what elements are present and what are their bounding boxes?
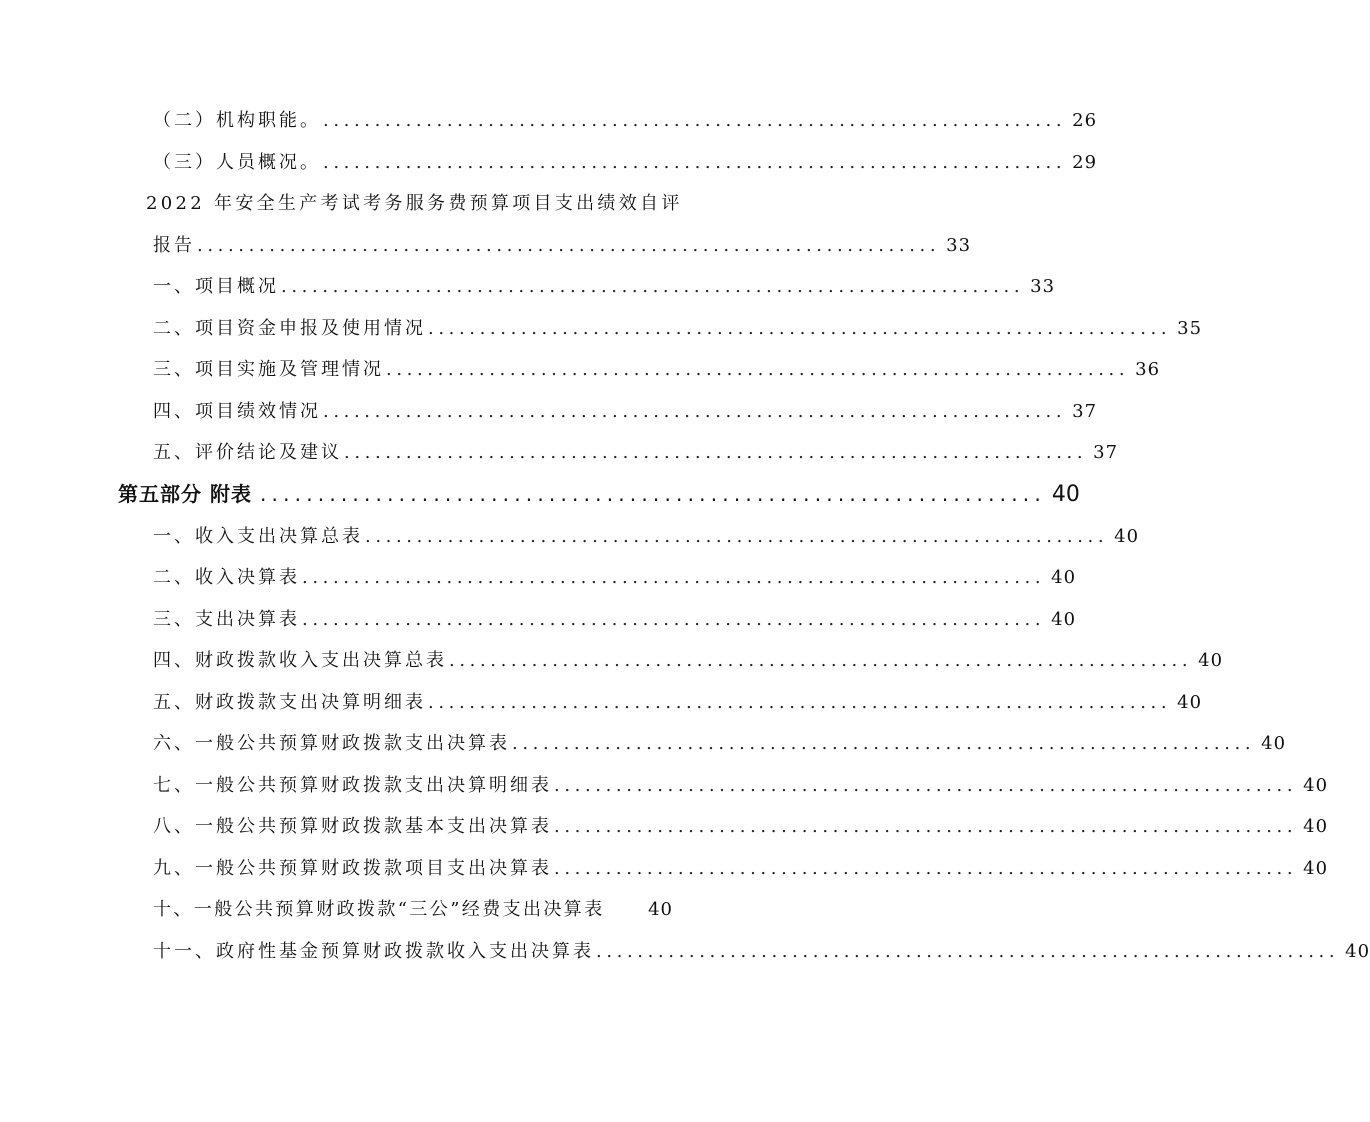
- toc-page-number: 40: [1303, 858, 1329, 879]
- toc-page-number: 37: [1072, 401, 1098, 422]
- dot-leader: ........................................................................: [302, 609, 1046, 630]
- toc-entry-report[interactable]: [153, 231, 972, 257]
- toc-entry-appendix[interactable]: [153, 937, 1370, 963]
- dot-leader: ........................................................................: [386, 359, 1130, 380]
- toc-entry-appendix[interactable]: [153, 895, 673, 921]
- toc-entry-label: 三、项目实施及管理情况: [153, 359, 384, 380]
- toc-entry-report-item[interactable]: [153, 397, 1098, 423]
- toc-page-number: 40: [1345, 941, 1370, 962]
- toc-entry-label: （三）人员概况。: [153, 152, 321, 173]
- dot-leader: ........................................................................: [554, 816, 1298, 837]
- toc-entry-appendix[interactable]: [153, 771, 1329, 797]
- toc-page-number: 35: [1177, 318, 1203, 339]
- dot-leader: ........................................................................: [197, 235, 941, 256]
- toc-entry-staff[interactable]: [153, 148, 1098, 174]
- toc-page-number: 26: [1072, 110, 1098, 131]
- toc-entry-label: 四、项目绩效情况: [153, 401, 321, 422]
- report-title-line1[interactable]: 2022 年安全生产考试考务服务费预算项目支出绩效自评: [146, 193, 683, 214]
- toc-entry-appendix[interactable]: [153, 854, 1329, 880]
- toc-entry-part5[interactable]: [118, 478, 1080, 507]
- toc-page-number: 33: [946, 235, 972, 256]
- toc-entry-appendix[interactable]: [153, 522, 1140, 548]
- dot-leader: ........................................................................: [302, 567, 1046, 588]
- toc-entry-label: 十、一般公共预算财政拨款“三公”经费支出决算表: [153, 899, 605, 920]
- toc-entry-appendix[interactable]: [153, 605, 1077, 631]
- toc-entry-label: 七、一般公共预算财政拨款支出决算明细表: [153, 775, 552, 796]
- toc-page-number: 36: [1135, 359, 1161, 380]
- toc-page-number: 40: [1051, 567, 1077, 588]
- toc-entry-appendix[interactable]: [153, 729, 1287, 755]
- dot-leader: ........................................................................: [365, 526, 1109, 547]
- toc-entry-label: 三、支出决算表: [153, 609, 300, 630]
- toc-entry-label: 一、项目概况: [153, 276, 279, 297]
- toc-entry-report-item[interactable]: [153, 438, 1119, 464]
- toc-entry-label: 五、评价结论及建议: [153, 442, 342, 463]
- toc-entry-appendix[interactable]: [153, 812, 1329, 838]
- toc-page-number: 37: [1093, 442, 1119, 463]
- toc-entry-label: 十一、政府性基金预算财政拨款收入支出决算表: [153, 941, 594, 962]
- toc-page-number: 40: [1261, 733, 1287, 754]
- toc-entry-report-item[interactable]: [153, 355, 1161, 381]
- toc-entry-label: 报告: [153, 235, 195, 256]
- toc-entry-appendix[interactable]: [153, 688, 1203, 714]
- toc-entry-label: 一、收入支出决算总表: [153, 526, 363, 547]
- dot-leader: ........................................................................: [596, 941, 1340, 962]
- toc-section-label: 第五部分 附表: [118, 482, 252, 506]
- toc-entry-label: 五、财政拨款支出决算明细表: [153, 692, 426, 713]
- toc-page-number: 40: [1177, 692, 1203, 713]
- dot-leader: ........................................................................: [323, 110, 1067, 131]
- toc-page-number: 40: [1303, 816, 1329, 837]
- toc-page-number: 33: [1030, 276, 1056, 297]
- dot-leader: ........................................................................: [323, 152, 1067, 173]
- dot-leader: ........................................................................: [554, 858, 1298, 879]
- toc-entry-label: 二、收入决算表: [153, 567, 300, 588]
- toc-entry-label: （二）机构职能。: [153, 110, 321, 131]
- toc-entry-label: 八、一般公共预算财政拨款基本支出决算表: [153, 816, 552, 837]
- toc-entry-label: 六、一般公共预算财政拨款支出决算表: [153, 733, 510, 754]
- dot-leader: ....................................................................: [259, 482, 1046, 506]
- dot-leader: ........................................................................: [323, 401, 1067, 422]
- toc-entry-label: 九、一般公共预算财政拨款项目支出决算表: [153, 858, 552, 879]
- toc-page-number: 40: [1051, 609, 1077, 630]
- dot-leader: ........................................................................: [281, 276, 1025, 297]
- toc-entry-report-item[interactable]: [153, 272, 1056, 298]
- dot-leader: ........................................................................: [428, 692, 1172, 713]
- dot-leader: ........................................................................: [428, 318, 1172, 339]
- toc-page-number: 40: [1198, 650, 1224, 671]
- toc-entry-appendix[interactable]: [153, 563, 1077, 589]
- dot-leader: ........................................................................: [449, 650, 1193, 671]
- toc-page-number: 29: [1072, 152, 1098, 173]
- toc-page-number: 40: [1303, 775, 1329, 796]
- toc-entry-label: 二、项目资金申报及使用情况: [153, 318, 426, 339]
- toc-entry-appendix[interactable]: [153, 646, 1224, 672]
- toc-page-number: 40: [1114, 526, 1140, 547]
- toc-entry-report-item[interactable]: [153, 314, 1203, 340]
- dot-leader: ........................................................................: [554, 775, 1298, 796]
- toc-entry-label: 四、财政拨款收入支出决算总表: [153, 650, 447, 671]
- dot-leader: ........................................................................: [344, 442, 1088, 463]
- toc-entry-org-function[interactable]: [153, 106, 1098, 132]
- dot-leader: ........................................................................: [512, 733, 1256, 754]
- toc-page-number: 40: [648, 899, 673, 920]
- toc-page-number: 40: [1051, 482, 1080, 507]
